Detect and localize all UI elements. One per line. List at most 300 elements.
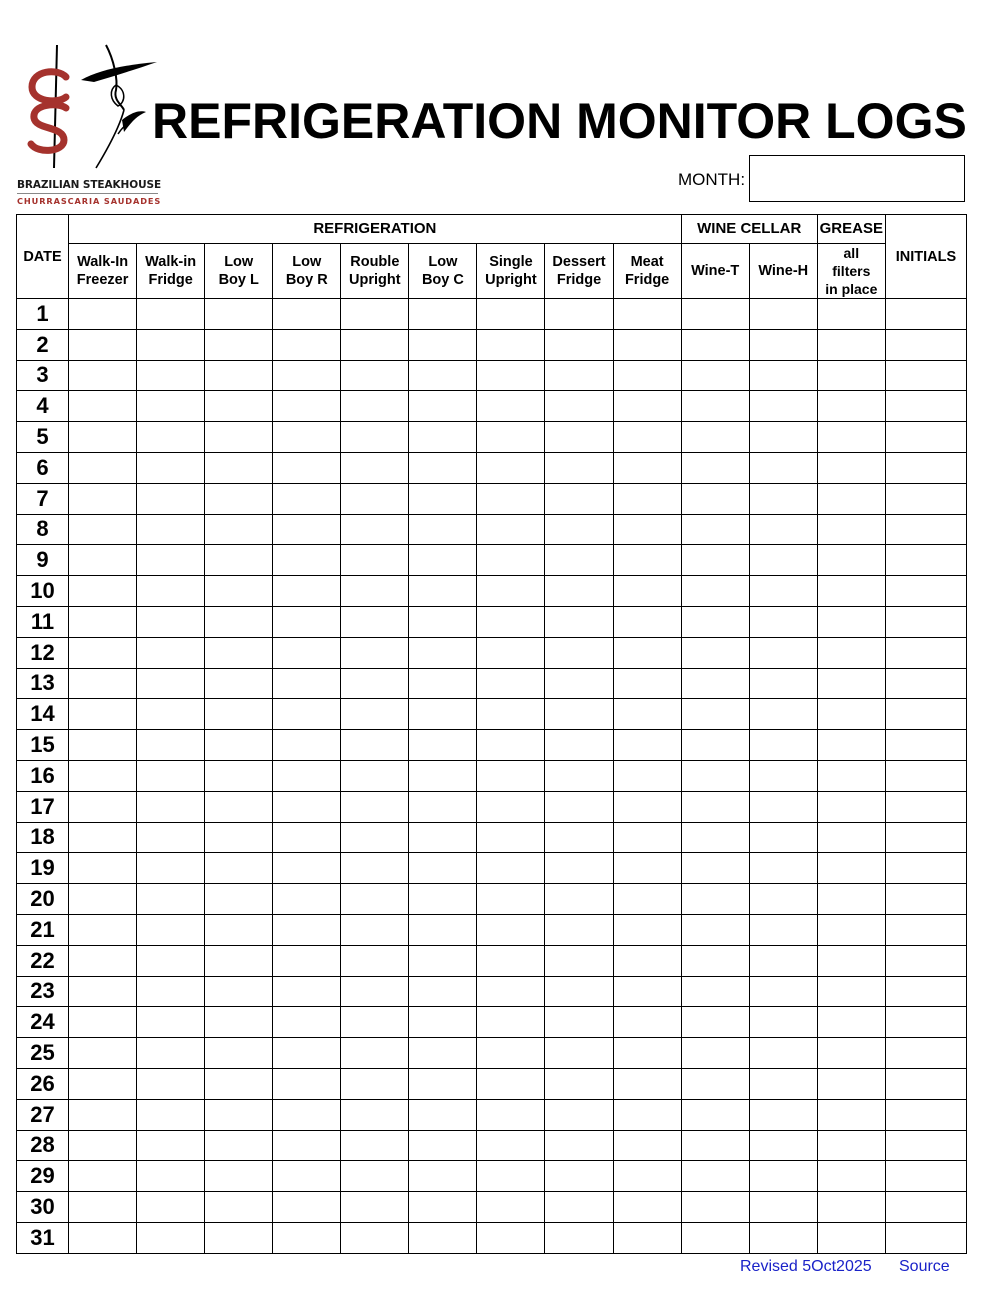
log-entry-cell[interactable] xyxy=(137,760,205,791)
log-entry-cell[interactable] xyxy=(69,853,137,884)
log-entry-cell[interactable] xyxy=(137,545,205,576)
log-entry-cell[interactable] xyxy=(885,1192,966,1223)
log-entry-cell[interactable] xyxy=(69,945,137,976)
log-entry-cell[interactable] xyxy=(205,360,273,391)
log-entry-cell[interactable] xyxy=(545,1038,613,1069)
log-entry-cell[interactable] xyxy=(817,914,885,945)
log-entry-cell[interactable] xyxy=(545,1007,613,1038)
log-entry-cell[interactable] xyxy=(341,545,409,576)
log-entry-cell[interactable] xyxy=(273,483,341,514)
log-entry-cell[interactable] xyxy=(749,329,817,360)
log-entry-cell[interactable] xyxy=(681,1192,749,1223)
log-entry-cell[interactable] xyxy=(885,976,966,1007)
log-entry-cell[interactable] xyxy=(681,576,749,607)
log-entry-cell[interactable] xyxy=(545,1161,613,1192)
log-entry-cell[interactable] xyxy=(273,699,341,730)
log-entry-cell[interactable] xyxy=(409,914,477,945)
log-entry-cell[interactable] xyxy=(341,1007,409,1038)
log-entry-cell[interactable] xyxy=(69,914,137,945)
log-entry-cell[interactable] xyxy=(409,1099,477,1130)
log-entry-cell[interactable] xyxy=(477,945,545,976)
log-entry-cell[interactable] xyxy=(205,483,273,514)
log-entry-cell[interactable] xyxy=(273,1099,341,1130)
log-entry-cell[interactable] xyxy=(613,545,681,576)
log-entry-cell[interactable] xyxy=(477,299,545,330)
log-entry-cell[interactable] xyxy=(69,637,137,668)
log-entry-cell[interactable] xyxy=(273,853,341,884)
log-entry-cell[interactable] xyxy=(409,791,477,822)
log-entry-cell[interactable] xyxy=(205,791,273,822)
log-entry-cell[interactable] xyxy=(545,422,613,453)
log-entry-cell[interactable] xyxy=(273,1038,341,1069)
log-entry-cell[interactable] xyxy=(817,452,885,483)
log-entry-cell[interactable] xyxy=(885,1038,966,1069)
log-entry-cell[interactable] xyxy=(477,360,545,391)
log-entry-cell[interactable] xyxy=(681,483,749,514)
log-entry-cell[interactable] xyxy=(613,853,681,884)
log-entry-cell[interactable] xyxy=(613,1099,681,1130)
log-entry-cell[interactable] xyxy=(273,760,341,791)
log-entry-cell[interactable] xyxy=(205,452,273,483)
log-entry-cell[interactable] xyxy=(477,576,545,607)
log-entry-cell[interactable] xyxy=(69,822,137,853)
log-entry-cell[interactable] xyxy=(681,360,749,391)
log-entry-cell[interactable] xyxy=(409,760,477,791)
log-entry-cell[interactable] xyxy=(817,1192,885,1223)
log-entry-cell[interactable] xyxy=(69,699,137,730)
log-entry-cell[interactable] xyxy=(749,1038,817,1069)
log-entry-cell[interactable] xyxy=(341,391,409,422)
log-entry-cell[interactable] xyxy=(69,391,137,422)
log-entry-cell[interactable] xyxy=(613,329,681,360)
log-entry-cell[interactable] xyxy=(613,514,681,545)
log-entry-cell[interactable] xyxy=(205,760,273,791)
log-entry-cell[interactable] xyxy=(885,699,966,730)
log-entry-cell[interactable] xyxy=(409,299,477,330)
log-entry-cell[interactable] xyxy=(137,422,205,453)
log-entry-cell[interactable] xyxy=(137,1192,205,1223)
log-entry-cell[interactable] xyxy=(137,853,205,884)
log-entry-cell[interactable] xyxy=(273,1130,341,1161)
log-entry-cell[interactable] xyxy=(409,699,477,730)
log-entry-cell[interactable] xyxy=(137,1099,205,1130)
log-entry-cell[interactable] xyxy=(749,576,817,607)
log-entry-cell[interactable] xyxy=(545,1130,613,1161)
log-entry-cell[interactable] xyxy=(885,1068,966,1099)
log-entry-cell[interactable] xyxy=(409,1161,477,1192)
log-entry-cell[interactable] xyxy=(137,945,205,976)
log-entry-cell[interactable] xyxy=(613,1007,681,1038)
log-entry-cell[interactable] xyxy=(477,699,545,730)
log-entry-cell[interactable] xyxy=(545,914,613,945)
log-entry-cell[interactable] xyxy=(273,452,341,483)
log-entry-cell[interactable] xyxy=(69,452,137,483)
log-entry-cell[interactable] xyxy=(681,1007,749,1038)
log-entry-cell[interactable] xyxy=(273,1068,341,1099)
log-entry-cell[interactable] xyxy=(137,822,205,853)
log-entry-cell[interactable] xyxy=(477,514,545,545)
log-entry-cell[interactable] xyxy=(681,1130,749,1161)
log-entry-cell[interactable] xyxy=(341,1192,409,1223)
log-entry-cell[interactable] xyxy=(885,668,966,699)
log-entry-cell[interactable] xyxy=(273,730,341,761)
log-entry-cell[interactable] xyxy=(681,976,749,1007)
log-entry-cell[interactable] xyxy=(477,976,545,1007)
log-entry-cell[interactable] xyxy=(817,1038,885,1069)
log-entry-cell[interactable] xyxy=(613,668,681,699)
log-entry-cell[interactable] xyxy=(341,1038,409,1069)
log-entry-cell[interactable] xyxy=(273,1192,341,1223)
log-entry-cell[interactable] xyxy=(613,391,681,422)
log-entry-cell[interactable] xyxy=(69,1192,137,1223)
log-entry-cell[interactable] xyxy=(817,576,885,607)
log-entry-cell[interactable] xyxy=(341,945,409,976)
log-entry-cell[interactable] xyxy=(69,668,137,699)
log-entry-cell[interactable] xyxy=(681,545,749,576)
log-entry-cell[interactable] xyxy=(409,329,477,360)
log-entry-cell[interactable] xyxy=(749,884,817,915)
log-entry-cell[interactable] xyxy=(341,791,409,822)
log-entry-cell[interactable] xyxy=(545,514,613,545)
log-entry-cell[interactable] xyxy=(205,1038,273,1069)
log-entry-cell[interactable] xyxy=(613,422,681,453)
log-entry-cell[interactable] xyxy=(817,1161,885,1192)
log-entry-cell[interactable] xyxy=(205,945,273,976)
log-entry-cell[interactable] xyxy=(613,1038,681,1069)
log-entry-cell[interactable] xyxy=(137,1007,205,1038)
log-entry-cell[interactable] xyxy=(137,791,205,822)
log-entry-cell[interactable] xyxy=(409,945,477,976)
source-link[interactable]: Source xyxy=(899,1258,950,1275)
log-entry-cell[interactable] xyxy=(681,329,749,360)
log-entry-cell[interactable] xyxy=(69,606,137,637)
month-field[interactable] xyxy=(749,155,965,202)
log-entry-cell[interactable] xyxy=(341,914,409,945)
log-entry-cell[interactable] xyxy=(885,391,966,422)
log-entry-cell[interactable] xyxy=(749,1161,817,1192)
log-entry-cell[interactable] xyxy=(273,1222,341,1253)
log-entry-cell[interactable] xyxy=(69,576,137,607)
log-entry-cell[interactable] xyxy=(273,945,341,976)
log-entry-cell[interactable] xyxy=(817,760,885,791)
log-entry-cell[interactable] xyxy=(409,637,477,668)
log-entry-cell[interactable] xyxy=(205,329,273,360)
log-entry-cell[interactable] xyxy=(341,299,409,330)
log-entry-cell[interactable] xyxy=(477,1038,545,1069)
log-entry-cell[interactable] xyxy=(341,1099,409,1130)
log-entry-cell[interactable] xyxy=(681,1222,749,1253)
log-entry-cell[interactable] xyxy=(477,1222,545,1253)
log-entry-cell[interactable] xyxy=(885,606,966,637)
log-entry-cell[interactable] xyxy=(477,822,545,853)
log-entry-cell[interactable] xyxy=(681,1038,749,1069)
log-entry-cell[interactable] xyxy=(137,576,205,607)
log-entry-cell[interactable] xyxy=(545,360,613,391)
log-entry-cell[interactable] xyxy=(545,329,613,360)
log-entry-cell[interactable] xyxy=(885,1130,966,1161)
log-entry-cell[interactable] xyxy=(205,1161,273,1192)
log-entry-cell[interactable] xyxy=(885,1099,966,1130)
log-entry-cell[interactable] xyxy=(681,668,749,699)
log-entry-cell[interactable] xyxy=(409,1192,477,1223)
log-entry-cell[interactable] xyxy=(885,299,966,330)
log-entry-cell[interactable] xyxy=(545,1068,613,1099)
log-entry-cell[interactable] xyxy=(137,1038,205,1069)
log-entry-cell[interactable] xyxy=(69,360,137,391)
log-entry-cell[interactable] xyxy=(749,1192,817,1223)
log-entry-cell[interactable] xyxy=(477,730,545,761)
log-entry-cell[interactable] xyxy=(613,822,681,853)
log-entry-cell[interactable] xyxy=(749,760,817,791)
log-entry-cell[interactable] xyxy=(817,822,885,853)
log-entry-cell[interactable] xyxy=(137,329,205,360)
log-entry-cell[interactable] xyxy=(205,637,273,668)
log-entry-cell[interactable] xyxy=(137,606,205,637)
log-entry-cell[interactable] xyxy=(137,1068,205,1099)
log-entry-cell[interactable] xyxy=(409,545,477,576)
log-entry-cell[interactable] xyxy=(273,884,341,915)
log-entry-cell[interactable] xyxy=(885,853,966,884)
log-entry-cell[interactable] xyxy=(885,884,966,915)
log-entry-cell[interactable] xyxy=(69,791,137,822)
log-entry-cell[interactable] xyxy=(409,730,477,761)
log-entry-cell[interactable] xyxy=(137,884,205,915)
log-entry-cell[interactable] xyxy=(749,945,817,976)
log-entry-cell[interactable] xyxy=(817,545,885,576)
log-entry-cell[interactable] xyxy=(613,1161,681,1192)
log-entry-cell[interactable] xyxy=(817,483,885,514)
log-entry-cell[interactable] xyxy=(885,1161,966,1192)
log-entry-cell[interactable] xyxy=(205,1192,273,1223)
log-entry-cell[interactable] xyxy=(817,945,885,976)
log-entry-cell[interactable] xyxy=(477,452,545,483)
log-entry-cell[interactable] xyxy=(749,730,817,761)
log-entry-cell[interactable] xyxy=(817,299,885,330)
log-entry-cell[interactable] xyxy=(545,1192,613,1223)
log-entry-cell[interactable] xyxy=(137,1161,205,1192)
log-entry-cell[interactable] xyxy=(341,976,409,1007)
log-entry-cell[interactable] xyxy=(409,668,477,699)
log-entry-cell[interactable] xyxy=(681,514,749,545)
log-entry-cell[interactable] xyxy=(545,483,613,514)
log-entry-cell[interactable] xyxy=(341,452,409,483)
log-entry-cell[interactable] xyxy=(749,1068,817,1099)
log-entry-cell[interactable] xyxy=(681,606,749,637)
log-entry-cell[interactable] xyxy=(885,945,966,976)
log-entry-cell[interactable] xyxy=(545,699,613,730)
log-entry-cell[interactable] xyxy=(273,514,341,545)
log-entry-cell[interactable] xyxy=(205,422,273,453)
log-entry-cell[interactable] xyxy=(69,422,137,453)
log-entry-cell[interactable] xyxy=(137,699,205,730)
log-entry-cell[interactable] xyxy=(613,914,681,945)
log-entry-cell[interactable] xyxy=(681,791,749,822)
log-entry-cell[interactable] xyxy=(749,668,817,699)
log-entry-cell[interactable] xyxy=(409,391,477,422)
log-entry-cell[interactable] xyxy=(749,699,817,730)
log-entry-cell[interactable] xyxy=(273,360,341,391)
log-entry-cell[interactable] xyxy=(205,853,273,884)
log-entry-cell[interactable] xyxy=(681,853,749,884)
log-entry-cell[interactable] xyxy=(681,730,749,761)
log-entry-cell[interactable] xyxy=(681,299,749,330)
log-entry-cell[interactable] xyxy=(613,699,681,730)
log-entry-cell[interactable] xyxy=(681,637,749,668)
log-entry-cell[interactable] xyxy=(613,1222,681,1253)
log-entry-cell[interactable] xyxy=(749,514,817,545)
log-entry-cell[interactable] xyxy=(409,483,477,514)
log-entry-cell[interactable] xyxy=(885,329,966,360)
log-entry-cell[interactable] xyxy=(477,1099,545,1130)
log-entry-cell[interactable] xyxy=(545,545,613,576)
log-entry-cell[interactable] xyxy=(613,1068,681,1099)
log-entry-cell[interactable] xyxy=(137,1130,205,1161)
log-entry-cell[interactable] xyxy=(817,360,885,391)
log-entry-cell[interactable] xyxy=(341,760,409,791)
log-entry-cell[interactable] xyxy=(885,1007,966,1038)
log-entry-cell[interactable] xyxy=(749,1099,817,1130)
log-entry-cell[interactable] xyxy=(749,452,817,483)
log-entry-cell[interactable] xyxy=(817,606,885,637)
log-entry-cell[interactable] xyxy=(681,1068,749,1099)
log-entry-cell[interactable] xyxy=(749,483,817,514)
log-entry-cell[interactable] xyxy=(613,760,681,791)
log-entry-cell[interactable] xyxy=(545,976,613,1007)
log-entry-cell[interactable] xyxy=(817,1222,885,1253)
log-entry-cell[interactable] xyxy=(749,1007,817,1038)
log-entry-cell[interactable] xyxy=(137,391,205,422)
log-entry-cell[interactable] xyxy=(69,760,137,791)
log-entry-cell[interactable] xyxy=(137,452,205,483)
log-entry-cell[interactable] xyxy=(477,884,545,915)
log-entry-cell[interactable] xyxy=(409,452,477,483)
log-entry-cell[interactable] xyxy=(341,853,409,884)
log-entry-cell[interactable] xyxy=(137,914,205,945)
log-entry-cell[interactable] xyxy=(613,976,681,1007)
log-entry-cell[interactable] xyxy=(885,360,966,391)
log-entry-cell[interactable] xyxy=(613,299,681,330)
log-entry-cell[interactable] xyxy=(409,606,477,637)
log-entry-cell[interactable] xyxy=(749,299,817,330)
log-entry-cell[interactable] xyxy=(613,576,681,607)
log-entry-cell[interactable] xyxy=(273,606,341,637)
log-entry-cell[interactable] xyxy=(69,1038,137,1069)
log-entry-cell[interactable] xyxy=(69,1161,137,1192)
log-entry-cell[interactable] xyxy=(477,391,545,422)
log-entry-cell[interactable] xyxy=(69,1068,137,1099)
log-entry-cell[interactable] xyxy=(477,329,545,360)
log-entry-cell[interactable] xyxy=(273,545,341,576)
log-entry-cell[interactable] xyxy=(749,976,817,1007)
log-entry-cell[interactable] xyxy=(205,1068,273,1099)
log-entry-cell[interactable] xyxy=(749,853,817,884)
log-entry-cell[interactable] xyxy=(613,730,681,761)
log-entry-cell[interactable] xyxy=(409,514,477,545)
log-entry-cell[interactable] xyxy=(817,637,885,668)
log-entry-cell[interactable] xyxy=(137,668,205,699)
log-entry-cell[interactable] xyxy=(205,1222,273,1253)
log-entry-cell[interactable] xyxy=(545,299,613,330)
log-entry-cell[interactable] xyxy=(681,822,749,853)
log-entry-cell[interactable] xyxy=(273,976,341,1007)
log-entry-cell[interactable] xyxy=(817,668,885,699)
log-entry-cell[interactable] xyxy=(885,483,966,514)
log-entry-cell[interactable] xyxy=(545,391,613,422)
log-entry-cell[interactable] xyxy=(545,452,613,483)
log-entry-cell[interactable] xyxy=(545,576,613,607)
log-entry-cell[interactable] xyxy=(341,730,409,761)
log-entry-cell[interactable] xyxy=(613,791,681,822)
log-entry-cell[interactable] xyxy=(477,637,545,668)
log-entry-cell[interactable] xyxy=(477,545,545,576)
log-entry-cell[interactable] xyxy=(341,637,409,668)
log-entry-cell[interactable] xyxy=(205,299,273,330)
log-entry-cell[interactable] xyxy=(69,329,137,360)
log-entry-cell[interactable] xyxy=(137,360,205,391)
log-entry-cell[interactable] xyxy=(69,1007,137,1038)
log-entry-cell[interactable] xyxy=(341,699,409,730)
log-entry-cell[interactable] xyxy=(749,391,817,422)
log-entry-cell[interactable] xyxy=(205,668,273,699)
log-entry-cell[interactable] xyxy=(69,884,137,915)
log-entry-cell[interactable] xyxy=(273,391,341,422)
log-entry-cell[interactable] xyxy=(613,884,681,915)
log-entry-cell[interactable] xyxy=(885,637,966,668)
log-entry-cell[interactable] xyxy=(205,545,273,576)
log-entry-cell[interactable] xyxy=(341,514,409,545)
log-entry-cell[interactable] xyxy=(885,791,966,822)
log-entry-cell[interactable] xyxy=(545,853,613,884)
log-entry-cell[interactable] xyxy=(477,422,545,453)
log-entry-cell[interactable] xyxy=(681,760,749,791)
log-entry-cell[interactable] xyxy=(817,1007,885,1038)
log-entry-cell[interactable] xyxy=(817,976,885,1007)
log-entry-cell[interactable] xyxy=(885,730,966,761)
log-entry-cell[interactable] xyxy=(205,730,273,761)
log-entry-cell[interactable] xyxy=(409,976,477,1007)
log-entry-cell[interactable] xyxy=(749,606,817,637)
log-entry-cell[interactable] xyxy=(613,637,681,668)
log-entry-cell[interactable] xyxy=(749,914,817,945)
log-entry-cell[interactable] xyxy=(341,1222,409,1253)
log-entry-cell[interactable] xyxy=(749,422,817,453)
log-entry-cell[interactable] xyxy=(681,422,749,453)
log-entry-cell[interactable] xyxy=(545,791,613,822)
log-entry-cell[interactable] xyxy=(681,391,749,422)
log-entry-cell[interactable] xyxy=(341,822,409,853)
log-entry-cell[interactable] xyxy=(613,945,681,976)
log-entry-cell[interactable] xyxy=(69,730,137,761)
log-entry-cell[interactable] xyxy=(545,884,613,915)
log-entry-cell[interactable] xyxy=(137,637,205,668)
log-entry-cell[interactable] xyxy=(205,1007,273,1038)
log-entry-cell[interactable] xyxy=(477,1161,545,1192)
log-entry-cell[interactable] xyxy=(681,884,749,915)
log-entry-cell[interactable] xyxy=(69,1130,137,1161)
log-entry-cell[interactable] xyxy=(273,1007,341,1038)
log-entry-cell[interactable] xyxy=(477,760,545,791)
log-entry-cell[interactable] xyxy=(545,606,613,637)
log-entry-cell[interactable] xyxy=(341,606,409,637)
log-entry-cell[interactable] xyxy=(341,1130,409,1161)
log-entry-cell[interactable] xyxy=(273,637,341,668)
log-entry-cell[interactable] xyxy=(817,1130,885,1161)
log-entry-cell[interactable] xyxy=(137,976,205,1007)
log-entry-cell[interactable] xyxy=(817,884,885,915)
log-entry-cell[interactable] xyxy=(69,976,137,1007)
log-entry-cell[interactable] xyxy=(273,576,341,607)
log-entry-cell[interactable] xyxy=(817,699,885,730)
